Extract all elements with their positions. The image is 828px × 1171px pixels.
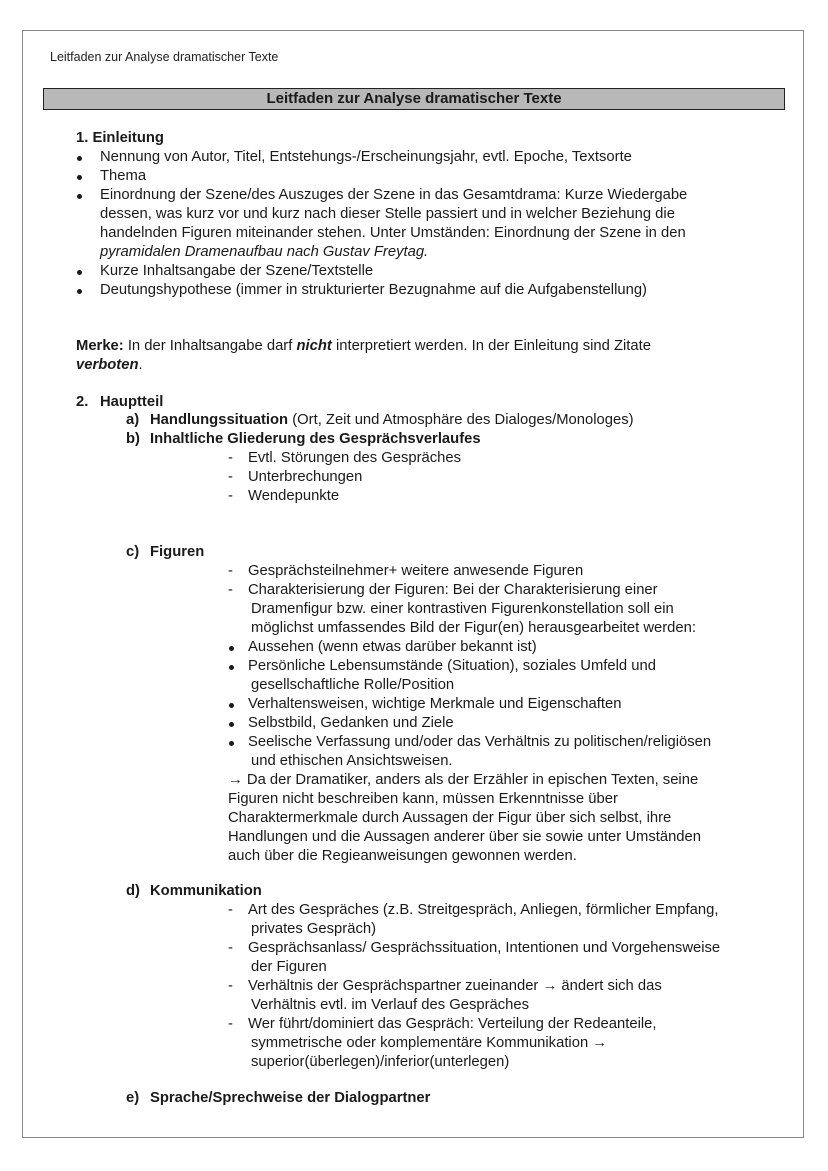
subsection-title: Figuren: [150, 544, 205, 560]
subsection-letter: e): [126, 1090, 140, 1106]
merke-note-line2: [76, 356, 143, 375]
list-item-line: Einordnung der Szene/des Auszuges der Szene in das Gesamtdrama: Kurze Wiedergabe: [100, 187, 688, 203]
list-item-line: superior(überlegen)/inferior(unterlegen): [251, 1054, 510, 1070]
list-item: Nennung von Autor, Titel, Entstehungs-/Erscheinungsjahr, evtl. Epoche, Textsorte: [100, 149, 632, 165]
list-item-line: pyramidalen Dramenaufbau nach Gustav Freytag.: [100, 244, 429, 260]
note-line: Handlungen und die Aussagen anderer über sie sowie unter Umständen: [228, 829, 701, 845]
list-item-line: Seelische Verfassung und/oder das Verhältnis zu politischen/religiösen: [248, 734, 712, 750]
list-item-line: privates Gespräch): [251, 921, 377, 937]
note-line: auch über die Regieanweisungen gewonnen werden.: [228, 848, 577, 864]
bullet-icon: [229, 646, 234, 651]
list-item: Gesprächsteilnehmer+ weitere anwesende Figuren: [248, 563, 584, 579]
note-line: Figuren nicht beschreiben kann, müssen Erkenntnisse über: [228, 791, 618, 807]
note-line: Charaktermerkmale durch Aussagen der Figur über sich selbst, ihre: [228, 810, 672, 826]
subsection-title: Handlungssituation: [150, 412, 289, 428]
dash-icon: -: [228, 469, 233, 485]
merke-label: Merke:: [76, 338, 124, 354]
running-header: Leitfaden zur Analyse dramatischer Texte: [50, 50, 279, 64]
list-item-line: handelnden Figuren miteinander stehen. Unter Umständen: Einordnung der Szene in den: [100, 225, 686, 241]
list-item-line: Art des Gespräches (z.B. Streitgespräch, Anliegen, förmlicher Empfang,: [248, 902, 719, 918]
merke-text: .: [138, 357, 143, 373]
list-item-line: Gesprächsanlass/ Gesprächssituation, Intentionen und Vorgehensweise: [248, 940, 721, 956]
subsection-title: Inhaltliche Gliederung des Gesprächsverlaufes: [150, 431, 481, 447]
list-item-line: der Figuren: [251, 959, 327, 975]
list-item-line: Verhältnis der Gesprächspartner zueinander → ändert sich das: [248, 978, 662, 994]
dash-icon: -: [228, 488, 233, 504]
merke-emphasis: verboten: [76, 357, 139, 373]
merke-text: interpretiert werden. In der Einleitung sind Zitate: [331, 338, 651, 354]
list-item-line: symmetrische oder komplementäre Kommunikation →: [251, 1035, 608, 1051]
dash-icon: -: [228, 1016, 233, 1032]
dash-icon: -: [228, 940, 233, 956]
bullet-icon: [229, 703, 234, 708]
subsection-letter: d): [126, 883, 140, 899]
dash-icon: -: [228, 450, 233, 466]
subsection-letter: b): [126, 431, 140, 447]
bullet-icon: [77, 270, 82, 275]
merke-text: In der Inhaltsangabe darf: [123, 338, 297, 354]
bullet-icon: [77, 175, 82, 180]
section-number: 2.: [76, 394, 89, 410]
list-item-line: Dramenfigur bzw. einer kontrastiven Figurenkonstellation soll ein: [251, 601, 674, 617]
section-heading-einleitung: 1. Einleitung: [76, 130, 164, 146]
list-item: Wendepunkte: [248, 488, 340, 504]
dash-icon: -: [228, 902, 233, 918]
subsection-a: [150, 411, 634, 430]
list-item: Aussehen (wenn etwas darüber bekannt ist): [248, 639, 537, 655]
dash-icon: -: [228, 582, 233, 598]
subsection-letter: c): [126, 544, 140, 560]
list-item-line: Persönliche Lebensumstände (Situation), soziales Umfeld und: [248, 658, 656, 674]
bullet-icon: [229, 722, 234, 727]
list-item-line: gesellschaftliche Rolle/Position: [251, 677, 455, 693]
dash-icon: -: [228, 563, 233, 579]
list-item-line: Charakterisierung der Figuren: Bei der Charakterisierung einer: [248, 582, 658, 598]
subsection-letter: a): [126, 412, 140, 428]
list-item-line: Verhältnis evtl. im Verlauf des Gespräches: [251, 997, 529, 1013]
dash-icon: -: [228, 978, 233, 994]
section-heading-hauptteil: Hauptteil: [100, 394, 164, 410]
bullet-icon: [77, 194, 82, 199]
list-item-line: Wer führt/dominiert das Gespräch: Verteilung der Redeanteile,: [248, 1016, 657, 1032]
list-item: Verhaltensweisen, wichtige Merkmale und Eigenschaften: [248, 696, 622, 712]
list-item-line: möglichst umfassendes Bild der Figur(en) herausgearbeitet werden:: [251, 620, 696, 636]
list-item: Selbstbild, Gedanken und Ziele: [248, 715, 454, 731]
list-item-line: dessen, was kurz vor und kurz nach dieser Stelle passiert und in welcher Beziehung die: [100, 206, 675, 222]
note-line: → Da der Dramatiker, anders als der Erzähler in epischen Texten, seine: [228, 772, 699, 788]
merke-note: [76, 337, 651, 356]
merke-emphasis: nicht: [296, 338, 332, 354]
subsection-title: Sprache/Sprechweise der Dialogpartner: [150, 1090, 431, 1106]
bullet-icon: [77, 289, 82, 294]
subsection-title: Kommunikation: [150, 883, 262, 899]
bullet-icon: [229, 741, 234, 746]
list-item: Kurze Inhaltsangabe der Szene/Textstelle: [100, 263, 374, 279]
list-item: Deutungshypothese (immer in strukturierter Bezugnahme auf die Aufgabenstellung): [100, 282, 647, 298]
bullet-icon: [77, 156, 82, 161]
subsection-text: (Ort, Zeit und Atmosphäre des Dialoges/Monologes): [288, 412, 634, 428]
bullet-icon: [229, 665, 234, 670]
list-item: Unterbrechungen: [248, 469, 363, 485]
list-item: Evtl. Störungen des Gespräches: [248, 450, 462, 466]
page-title: Leitfaden zur Analyse dramatischer Texte: [43, 88, 785, 110]
list-item: Thema: [100, 168, 147, 184]
list-item-line: und ethischen Ansichtsweisen.: [251, 753, 453, 769]
